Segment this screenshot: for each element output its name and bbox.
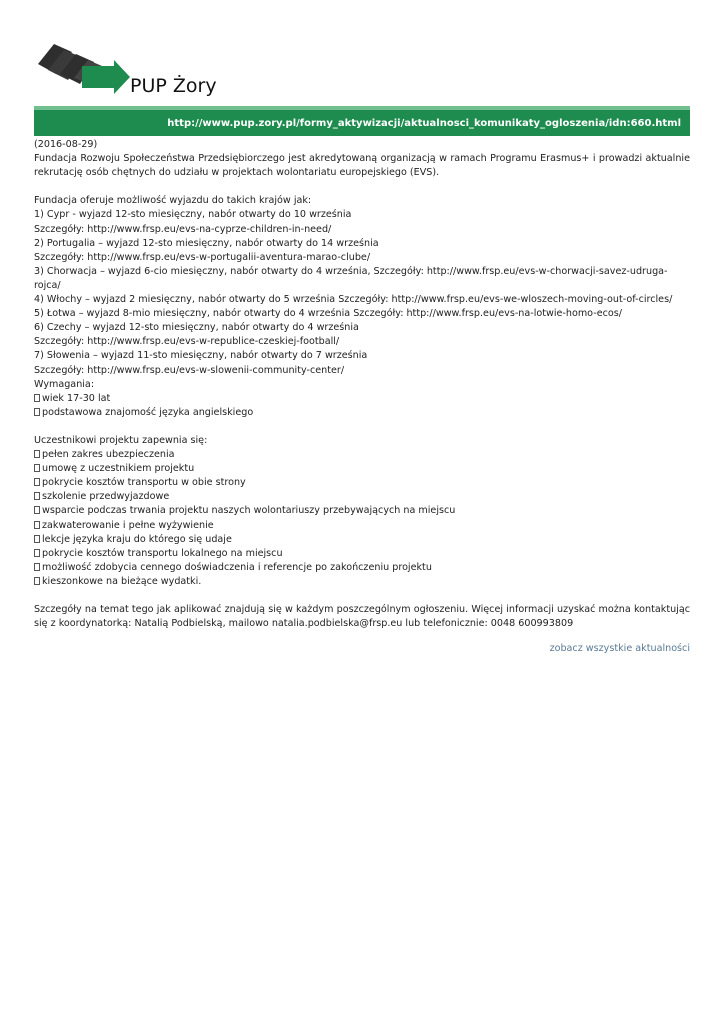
offer-line: 3) Chorwacja – wyjazd 6-cio miesięczny, nabór otwarty do 4 września, Szczegóły: http://www.frsp.eu/evs-w-chorwacji-savez-udruga-rojca/ [34,265,668,291]
article-content [34,138,690,631]
article-footer-text: Szczegóły na temat tego jak aplikować znajdują się w każdym poszczególnym ogłoszeniu. Więcej informacji uzyskać można kontaktując się z koordynatorką: Natalią Podbielską, mailowo natalia.podbielska@frsp.eu lub telefonicznie: 0048 600993809 [34,604,690,630]
benefits-heading: Uczestnikowi projektu zapewnia się: [34,434,208,446]
article-date: (2016-08-29) [34,139,98,150]
offer-line: 7) Słowenia – wyjazd 11-sto miesięczny, nabór otwarty do 7 września [34,350,368,362]
bullet-box-icon [34,450,40,458]
offer-line: 4) Włochy – wyjazd 2 miesięczny, nabór otwarty do 5 września Szczegóły: http://www.frsp.eu/evs-we-wloszech-moving-out-of-circles/ [34,294,673,306]
offer-heading: Fundacja oferuje możliwość wyjazdu do takich krajów jak: [34,195,312,207]
bullet-box-icon [34,506,40,514]
benefit-item: pełen zakres ubezpieczenia [34,448,690,462]
offer-line: 6) Czechy – wyjazd 12-sto miesięczny, nabór otwarty do 4 września [34,322,359,334]
bullet-box-icon [34,394,40,402]
benefit-item: wsparcie podczas trwania projektu naszych wolontariuszy przebywających na miejscu [34,504,690,518]
benefit-item: szkolenie przedwyjazdowe [34,490,690,504]
offer-line: 2) Portugalia – wyjazd 12-sto miesięczny, nabór otwarty do 14 września [34,237,379,249]
offer-line: 1) Cypr - wyjazd 12-sto miesięczny, nabór otwarty do 10 września [34,209,352,221]
requirement-item: wiek 17-30 lat [34,392,690,406]
site-name[interactable]: PUP Żory [130,75,217,97]
page-url[interactable]: http://www.pup.zory.pl/formy_aktywizacji/aktualnosci_komunikaty_ogloszenia/idn:660.html [167,118,681,129]
requirements-heading: Wymagania: [34,378,95,390]
bullet-box-icon [34,535,40,543]
pup-logo-icon[interactable] [34,40,134,100]
offer-line: Szczegóły: http://www.frsp.eu/evs-w-republice-czeskiej-football/ [34,336,340,348]
offer-line: 5) Łotwa – wyjazd 8-mio miesięczny, nabór otwarty do 4 września Szczegóły: http://www.frsp.eu/evs-na-lotwie-homo-ecos/ [34,308,622,320]
benefit-item: kieszonkowe na bieżące wydatki. [34,575,690,589]
requirement-item: podstawowa znajomość języka angielskiego [34,406,690,420]
benefit-item: zakwaterowanie i pełne wyżywienie [34,519,690,533]
bullet-box-icon [34,478,40,486]
bullet-box-icon [34,549,40,557]
offer-line: Szczegóły: http://www.frsp.eu/evs-na-cyprze-children-in-need/ [34,223,332,235]
bullet-box-icon [34,563,40,571]
benefit-item: pokrycie kosztów transportu lokalnego na miejscu [34,547,690,561]
article-intro: Fundacja Rozwoju Społeczeństwa Przedsiębiorczego jest akredytowaną organizacją w ramach Programu Erasmus+ i prowadzi aktualnie rekrutację osób chętnych do udziału w projektach wolontariatu europejskiego (EVS). [34,153,690,179]
offer-line: Szczegóły: http://www.frsp.eu/evs-w-slowenii-community-center/ [34,364,345,376]
site-header [34,40,690,106]
bullet-box-icon [34,408,40,416]
benefit-item: możliwość zdobycia cennego doświadczenia i referencje po zakończeniu projektu [34,561,690,575]
benefit-item: umowę z uczestnikiem projektu [34,462,690,476]
offer-line: Szczegóły: http://www.frsp.eu/evs-w-portugalii-aventura-marao-clube/ [34,251,371,263]
benefit-item: pokrycie kosztów transportu w obie strony [34,476,690,490]
bullet-box-icon [34,577,40,585]
benefit-item: lekcje języka kraju do którego się udaje [34,533,690,547]
bullet-box-icon [34,464,40,472]
see-all-news-link[interactable]: zobacz wszystkie aktualności [549,643,690,654]
url-bar [34,106,690,136]
bullet-box-icon [34,492,40,500]
bullet-box-icon [34,521,40,529]
